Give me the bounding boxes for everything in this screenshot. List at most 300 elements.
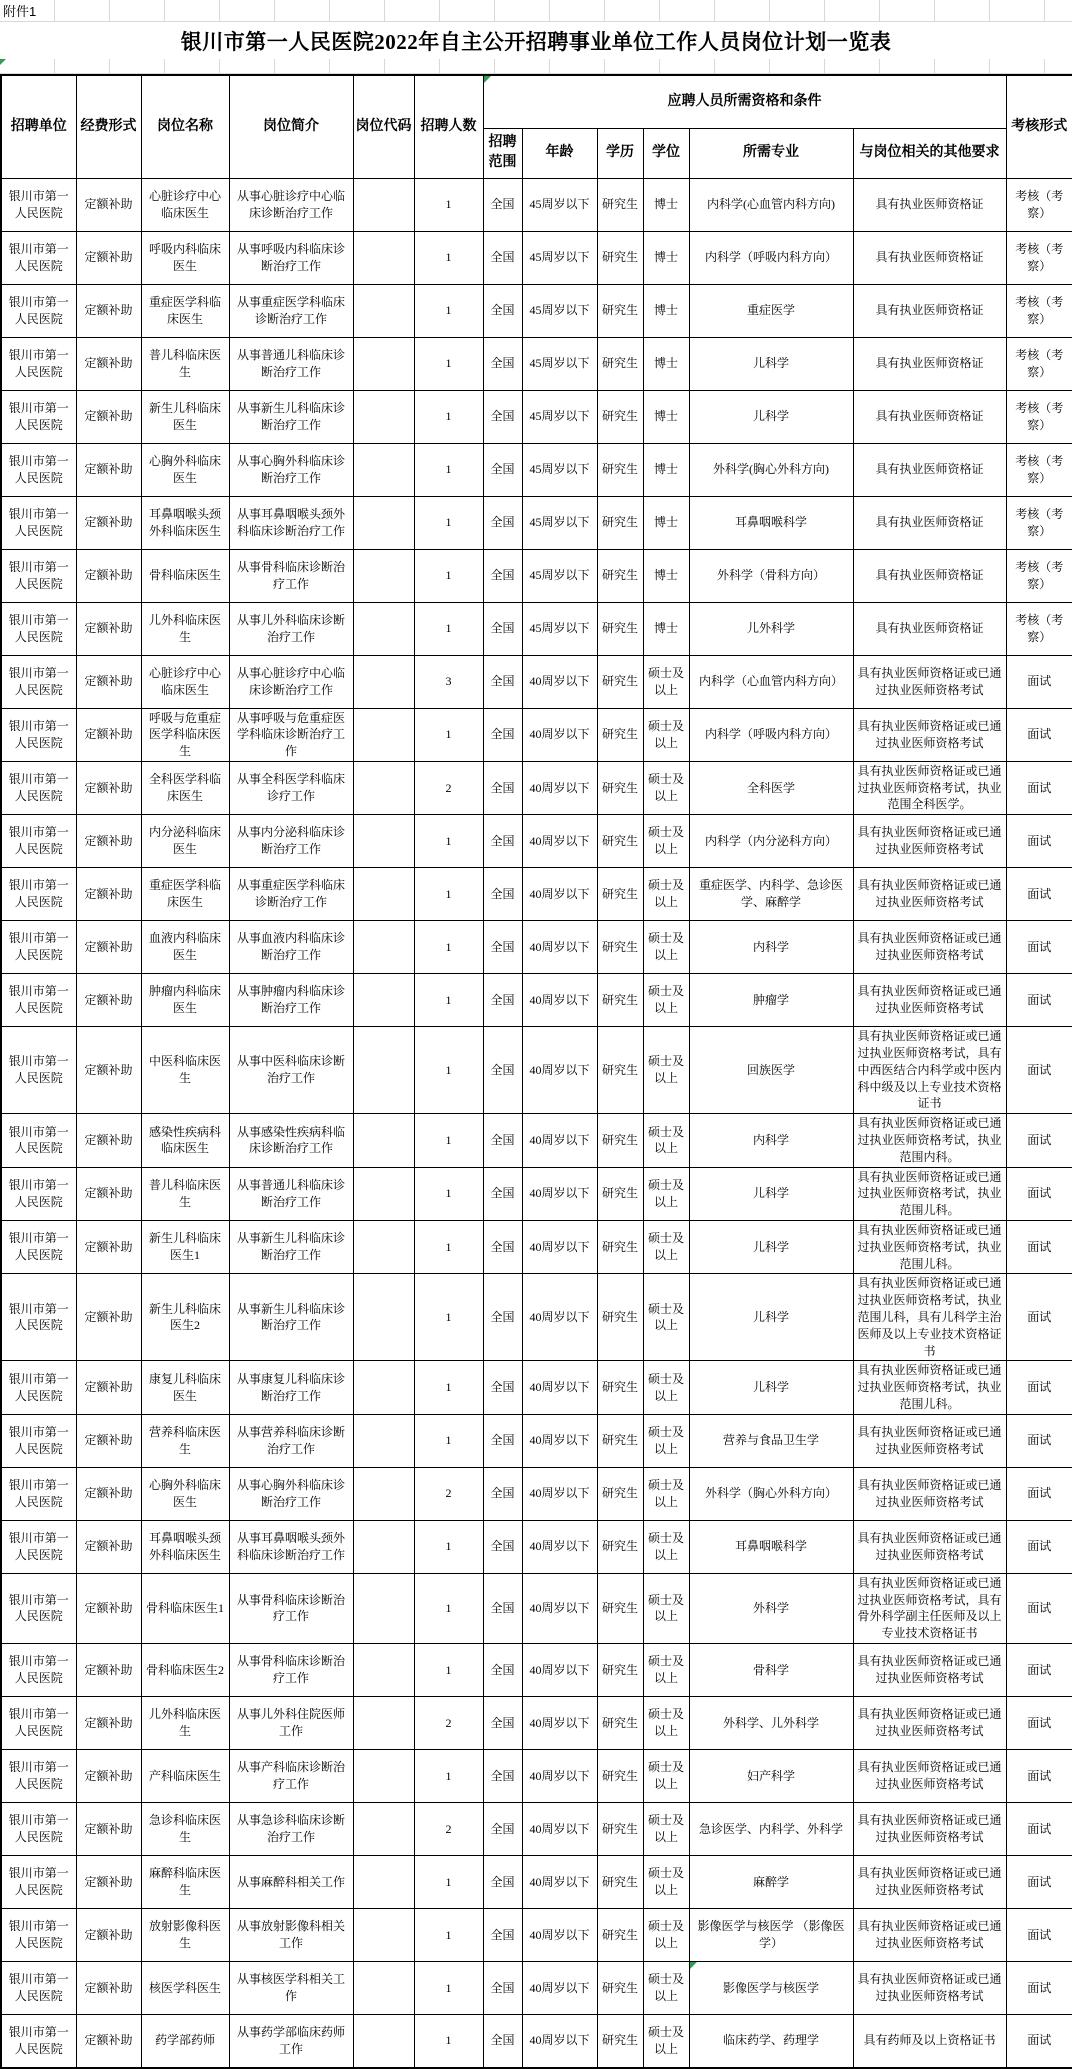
assessment-cell: 考核（考察） bbox=[1006, 178, 1072, 231]
post-code-cell bbox=[353, 284, 414, 337]
table-row bbox=[1, 974, 1072, 1027]
age-cell: 40周岁以下 bbox=[522, 1962, 597, 2015]
table-row bbox=[1, 443, 1072, 496]
count-cell: 1 bbox=[414, 1962, 483, 2015]
scope-cell: 全国 bbox=[483, 390, 522, 443]
scope-cell: 全国 bbox=[483, 284, 522, 337]
post-code-cell bbox=[353, 1414, 414, 1467]
post-code-cell bbox=[353, 1361, 414, 1414]
age-cell: 45周岁以下 bbox=[522, 443, 597, 496]
post-code-cell bbox=[353, 1167, 414, 1220]
post-desc-cell: 从事耳鼻咽喉头颈外科临床诊断治疗工作 bbox=[229, 496, 353, 549]
count-cell: 1 bbox=[414, 390, 483, 443]
post-name-cell: 骨科临床医生 bbox=[141, 549, 229, 602]
scope-cell: 全国 bbox=[483, 1909, 522, 1962]
post-code-cell bbox=[353, 868, 414, 921]
assessment-cell: 面试 bbox=[1006, 868, 1072, 921]
other-requirements-cell: 具有执业医师资格证 bbox=[853, 496, 1006, 549]
funding-cell: 定额补助 bbox=[76, 337, 141, 390]
post-name-cell: 儿外科临床医生 bbox=[141, 1697, 229, 1750]
age-cell: 40周岁以下 bbox=[522, 1361, 597, 1414]
count-cell: 2 bbox=[414, 761, 483, 814]
unit-cell: 银川市第一人民医院 bbox=[1, 974, 76, 1027]
scope-cell: 全国 bbox=[483, 1361, 522, 1414]
degree-cell: 硕士及以上 bbox=[643, 815, 689, 868]
funding-cell: 定额补助 bbox=[76, 1221, 141, 1274]
table-row bbox=[1, 868, 1072, 921]
major-cell: 影像医学与核医学 （影像医学） bbox=[689, 1909, 853, 1962]
table-row bbox=[1, 655, 1072, 708]
other-requirements-header: 与岗位相关的其他要求 bbox=[853, 128, 1006, 178]
education-cell: 研究生 bbox=[597, 1856, 643, 1909]
assessment-cell: 面试 bbox=[1006, 1962, 1072, 2015]
scope-cell: 全国 bbox=[483, 1414, 522, 1467]
other-requirements-cell: 具有执业医师资格证或已通过执业医师资格考试，执业范围儿科。 bbox=[853, 1167, 1006, 1220]
scope-cell: 全国 bbox=[483, 1520, 522, 1573]
scope-cell: 全国 bbox=[483, 337, 522, 390]
table-row bbox=[1, 1167, 1072, 1220]
degree-cell: 硕士及以上 bbox=[643, 1856, 689, 1909]
other-requirements-cell: 具有执业医师资格证或已通过执业医师资格考试 bbox=[853, 1697, 1006, 1750]
post-desc-cell: 从事骨科临床诊断治疗工作 bbox=[229, 549, 353, 602]
other-requirements-cell: 具有执业医师资格证或已通过执业医师资格考试 bbox=[853, 1856, 1006, 1909]
major-cell: 内科学 bbox=[689, 921, 853, 974]
post-code-cell bbox=[353, 231, 414, 284]
degree-cell: 硕士及以上 bbox=[643, 1909, 689, 1962]
age-cell: 40周岁以下 bbox=[522, 974, 597, 1027]
major-cell: 外科学(胸心外科方向) bbox=[689, 443, 853, 496]
age-header: 年龄 bbox=[522, 128, 597, 178]
post-code-cell bbox=[353, 1644, 414, 1697]
count-cell: 1 bbox=[414, 1221, 483, 1274]
scope-cell: 全国 bbox=[483, 1750, 522, 1803]
post-desc-cell: 从事心胸外科临床诊断治疗工作 bbox=[229, 1467, 353, 1520]
post-desc-cell: 从事麻醉科相关工作 bbox=[229, 1856, 353, 1909]
count-cell: 1 bbox=[414, 868, 483, 921]
assessment-cell: 面试 bbox=[1006, 1573, 1072, 1643]
post-desc-cell: 从事新生儿科临床诊断治疗工作 bbox=[229, 1221, 353, 1274]
table-row bbox=[1, 1697, 1072, 1750]
degree-cell: 硕士及以上 bbox=[643, 1644, 689, 1697]
major-cell: 内科学（内分泌科方向） bbox=[689, 815, 853, 868]
scope-cell: 全国 bbox=[483, 1803, 522, 1856]
post-name-cell: 呼吸与危重症医学科临床医生 bbox=[141, 708, 229, 761]
funding-cell: 定额补助 bbox=[76, 1909, 141, 1962]
degree-cell: 硕士及以上 bbox=[643, 1221, 689, 1274]
funding-cell: 定额补助 bbox=[76, 1361, 141, 1414]
other-requirements-cell: 具有执业医师资格证或已通过执业医师资格考试 bbox=[853, 921, 1006, 974]
post-desc-cell: 从事急诊科临床诊断治疗工作 bbox=[229, 1803, 353, 1856]
education-cell: 研究生 bbox=[597, 337, 643, 390]
table-row bbox=[1, 178, 1072, 231]
age-cell: 40周岁以下 bbox=[522, 1909, 597, 1962]
page-title: 银川市第一人民医院2022年自主公开招聘事业单位工作人员岗位计划一览表 bbox=[180, 29, 892, 54]
table-row bbox=[1, 1856, 1072, 1909]
scope-cell: 全国 bbox=[483, 231, 522, 284]
scope-cell: 全国 bbox=[483, 178, 522, 231]
count-cell: 1 bbox=[414, 1909, 483, 1962]
post-code-cell bbox=[353, 178, 414, 231]
post-desc-cell: 从事感染性疾病科临床诊断治疗工作 bbox=[229, 1114, 353, 1167]
count-cell: 2 bbox=[414, 1803, 483, 1856]
education-cell: 研究生 bbox=[597, 390, 643, 443]
degree-cell: 硕士及以上 bbox=[643, 655, 689, 708]
other-requirements-cell: 具有执业医师资格证 bbox=[853, 390, 1006, 443]
assessment-cell: 面试 bbox=[1006, 1414, 1072, 1467]
table-row bbox=[1, 1962, 1072, 2015]
education-cell: 研究生 bbox=[597, 2015, 643, 2068]
funding-cell: 定额补助 bbox=[76, 443, 141, 496]
post-desc-cell: 从事骨科临床诊断治疗工作 bbox=[229, 1644, 353, 1697]
assessment-cell: 面试 bbox=[1006, 1803, 1072, 1856]
age-cell: 40周岁以下 bbox=[522, 1221, 597, 1274]
post-desc-cell: 从事内分泌科临床诊断治疗工作 bbox=[229, 815, 353, 868]
post-desc-cell: 从事儿外科住院医师工作 bbox=[229, 1697, 353, 1750]
education-cell: 研究生 bbox=[597, 1520, 643, 1573]
unit-cell: 银川市第一人民医院 bbox=[1, 655, 76, 708]
age-cell: 40周岁以下 bbox=[522, 1856, 597, 1909]
degree-cell: 硕士及以上 bbox=[643, 1962, 689, 2015]
other-requirements-cell: 具有执业医师资格证或已通过执业医师资格考试 bbox=[853, 1962, 1006, 2015]
post-desc-cell: 从事新生儿科临床诊断治疗工作 bbox=[229, 390, 353, 443]
count-cell: 1 bbox=[414, 1167, 483, 1220]
assessment-cell: 面试 bbox=[1006, 1274, 1072, 1361]
count-cell: 1 bbox=[414, 974, 483, 1027]
assessment-cell: 考核（考察） bbox=[1006, 496, 1072, 549]
unit-cell: 银川市第一人民医院 bbox=[1, 1520, 76, 1573]
assessment-cell: 面试 bbox=[1006, 1909, 1072, 1962]
post-name-cell: 心脏诊疗中心临床医生 bbox=[141, 178, 229, 231]
table-row bbox=[1, 2015, 1072, 2068]
other-requirements-cell: 具有执业医师资格证或已通过执业医师资格考试 bbox=[853, 1414, 1006, 1467]
unit-cell: 银川市第一人民医院 bbox=[1, 868, 76, 921]
post-desc-cell: 从事新生儿科临床诊断治疗工作 bbox=[229, 1274, 353, 1361]
post-desc-cell: 从事儿外科临床诊断治疗工作 bbox=[229, 602, 353, 655]
education-cell: 研究生 bbox=[597, 1644, 643, 1697]
post-code-cell bbox=[353, 1114, 414, 1167]
post-desc-cell: 从事肿瘤内科临床诊断治疗工作 bbox=[229, 974, 353, 1027]
post-desc-cell: 从事全科医学科临床诊疗工作 bbox=[229, 761, 353, 814]
major-cell: 儿科学 bbox=[689, 1361, 853, 1414]
count-cell: 1 bbox=[414, 815, 483, 868]
scope-header: 招聘范围 bbox=[483, 128, 522, 178]
post-name-cell: 产科临床医生 bbox=[141, 1750, 229, 1803]
education-cell: 研究生 bbox=[597, 1167, 643, 1220]
degree-header: 学位 bbox=[643, 128, 689, 178]
funding-cell: 定额补助 bbox=[76, 921, 141, 974]
post-desc-cell: 从事呼吸内科临床诊断治疗工作 bbox=[229, 231, 353, 284]
age-cell: 45周岁以下 bbox=[522, 178, 597, 231]
post-code-cell bbox=[353, 1221, 414, 1274]
unit-cell: 银川市第一人民医院 bbox=[1, 1573, 76, 1643]
post-code-cell bbox=[353, 443, 414, 496]
scope-cell: 全国 bbox=[483, 1697, 522, 1750]
other-requirements-cell: 具有执业医师资格证或已通过执业医师资格考试 bbox=[853, 868, 1006, 921]
scope-cell: 全国 bbox=[483, 1114, 522, 1167]
degree-cell: 博士 bbox=[643, 284, 689, 337]
major-header: 所需专业 bbox=[689, 128, 853, 178]
title-row bbox=[0, 22, 1072, 59]
assessment-cell: 面试 bbox=[1006, 1167, 1072, 1220]
education-cell: 研究生 bbox=[597, 974, 643, 1027]
education-cell: 研究生 bbox=[597, 1962, 643, 2015]
post-code-cell bbox=[353, 1573, 414, 1643]
degree-cell: 硕士及以上 bbox=[643, 1573, 689, 1643]
assessment-cell: 考核（考察） bbox=[1006, 231, 1072, 284]
major-cell: 外科学 bbox=[689, 1573, 853, 1643]
count-cell: 1 bbox=[414, 496, 483, 549]
degree-cell: 硕士及以上 bbox=[643, 1361, 689, 1414]
age-cell: 45周岁以下 bbox=[522, 337, 597, 390]
scope-cell: 全国 bbox=[483, 602, 522, 655]
major-cell: 儿科学 bbox=[689, 1167, 853, 1220]
age-cell: 40周岁以下 bbox=[522, 1644, 597, 1697]
age-cell: 40周岁以下 bbox=[522, 708, 597, 761]
post-code-cell bbox=[353, 2015, 414, 2068]
attachment-label: 附件1 bbox=[0, 0, 36, 21]
education-cell: 研究生 bbox=[597, 761, 643, 814]
assessment-cell: 考核（考察） bbox=[1006, 443, 1072, 496]
table-row bbox=[1, 1803, 1072, 1856]
post-code-cell bbox=[353, 655, 414, 708]
post-name-cell: 新生儿科临床医生2 bbox=[141, 1274, 229, 1361]
unit-cell: 银川市第一人民医院 bbox=[1, 284, 76, 337]
post-desc-cell: 从事产科临床诊断治疗工作 bbox=[229, 1750, 353, 1803]
major-cell: 急诊医学、内科学、外科学 bbox=[689, 1803, 853, 1856]
age-cell: 45周岁以下 bbox=[522, 549, 597, 602]
table-row bbox=[1, 708, 1072, 761]
table-row bbox=[1, 1221, 1072, 1274]
age-cell: 40周岁以下 bbox=[522, 868, 597, 921]
scope-cell: 全国 bbox=[483, 815, 522, 868]
unit-cell: 银川市第一人民医院 bbox=[1, 761, 76, 814]
education-cell: 研究生 bbox=[597, 868, 643, 921]
age-cell: 40周岁以下 bbox=[522, 1167, 597, 1220]
funding-cell: 定额补助 bbox=[76, 1803, 141, 1856]
unit-cell: 银川市第一人民医院 bbox=[1, 231, 76, 284]
major-cell: 临床药学、药理学 bbox=[689, 2015, 853, 2068]
unit-cell: 银川市第一人民医院 bbox=[1, 1221, 76, 1274]
table-body bbox=[1, 178, 1072, 2068]
post-code-cell bbox=[353, 337, 414, 390]
post-code-cell bbox=[353, 1962, 414, 2015]
unit-cell: 银川市第一人民医院 bbox=[1, 1697, 76, 1750]
degree-cell: 硕士及以上 bbox=[643, 708, 689, 761]
scope-cell: 全国 bbox=[483, 1467, 522, 1520]
funding-cell: 定额补助 bbox=[76, 549, 141, 602]
other-requirements-cell: 具有执业医师资格证 bbox=[853, 231, 1006, 284]
age-cell: 40周岁以下 bbox=[522, 1027, 597, 1114]
major-cell: 外科学（骨科方向） bbox=[689, 549, 853, 602]
major-cell: 耳鼻咽喉科学 bbox=[689, 1520, 853, 1573]
post-desc-cell: 从事心脏诊疗中心临床诊断治疗工作 bbox=[229, 655, 353, 708]
post-name-cell: 急诊科临床医生 bbox=[141, 1803, 229, 1856]
education-cell: 研究生 bbox=[597, 231, 643, 284]
unit-cell: 银川市第一人民医院 bbox=[1, 2015, 76, 2068]
major-cell: 内科学（呼吸内科方向） bbox=[689, 231, 853, 284]
degree-cell: 博士 bbox=[643, 602, 689, 655]
unit-cell: 银川市第一人民医院 bbox=[1, 815, 76, 868]
education-cell: 研究生 bbox=[597, 443, 643, 496]
post-code-cell bbox=[353, 815, 414, 868]
post-code-cell bbox=[353, 1803, 414, 1856]
table-row bbox=[1, 1467, 1072, 1520]
post-code-cell bbox=[353, 602, 414, 655]
funding-cell: 定额补助 bbox=[76, 1697, 141, 1750]
age-cell: 40周岁以下 bbox=[522, 1750, 597, 1803]
post-desc-cell: 从事药学部临床药师工作 bbox=[229, 2015, 353, 2068]
assessment-cell: 面试 bbox=[1006, 1644, 1072, 1697]
unit-cell: 银川市第一人民医院 bbox=[1, 602, 76, 655]
assessment-cell: 面试 bbox=[1006, 1114, 1072, 1167]
degree-cell: 硕士及以上 bbox=[643, 1114, 689, 1167]
assessment-header: 考核形式 bbox=[1006, 75, 1072, 178]
major-cell: 全科医学 bbox=[689, 761, 853, 814]
education-cell: 研究生 bbox=[597, 1274, 643, 1361]
funding-cell: 定额补助 bbox=[76, 1520, 141, 1573]
count-cell: 1 bbox=[414, 443, 483, 496]
post-name-cell: 心脏诊疗中心临床医生 bbox=[141, 655, 229, 708]
post-name-cell: 重症医学科临床医生 bbox=[141, 868, 229, 921]
table-row bbox=[1, 284, 1072, 337]
table-row bbox=[1, 549, 1072, 602]
table-row bbox=[1, 1520, 1072, 1573]
count-cell: 1 bbox=[414, 1414, 483, 1467]
table-row bbox=[1, 1909, 1072, 1962]
post-desc-header: 岗位简介 bbox=[229, 75, 353, 178]
scope-cell: 全国 bbox=[483, 1274, 522, 1361]
unit-cell: 银川市第一人民医院 bbox=[1, 337, 76, 390]
post-name-cell: 呼吸内科临床医生 bbox=[141, 231, 229, 284]
post-code-cell bbox=[353, 1856, 414, 1909]
major-cell: 重症医学、内科学、急诊医学、麻醉学 bbox=[689, 868, 853, 921]
cell-marker-icon bbox=[0, 59, 6, 65]
funding-cell: 定额补助 bbox=[76, 284, 141, 337]
age-cell: 45周岁以下 bbox=[522, 496, 597, 549]
age-cell: 45周岁以下 bbox=[522, 602, 597, 655]
post-code-cell bbox=[353, 1750, 414, 1803]
major-cell: 儿科学 bbox=[689, 390, 853, 443]
recruitment-plan-table bbox=[0, 74, 1072, 2069]
post-code-cell bbox=[353, 1467, 414, 1520]
post-name-cell: 骨科临床医生1 bbox=[141, 1573, 229, 1643]
post-desc-cell: 从事核医学科相关工作 bbox=[229, 1962, 353, 2015]
table-row bbox=[1, 1750, 1072, 1803]
post-desc-cell: 从事普通儿科临床诊断治疗工作 bbox=[229, 1167, 353, 1220]
major-cell: 肿瘤学 bbox=[689, 974, 853, 1027]
education-header: 学历 bbox=[597, 128, 643, 178]
table-row bbox=[1, 1027, 1072, 1114]
assessment-cell: 面试 bbox=[1006, 1750, 1072, 1803]
assessment-cell: 面试 bbox=[1006, 655, 1072, 708]
major-cell: 儿科学 bbox=[689, 1274, 853, 1361]
post-name-cell: 血液内科临床医生 bbox=[141, 921, 229, 974]
post-desc-cell: 从事放射影像科相关工作 bbox=[229, 1909, 353, 1962]
funding-cell: 定额补助 bbox=[76, 390, 141, 443]
unit-cell: 银川市第一人民医院 bbox=[1, 1962, 76, 2015]
unit-cell: 银川市第一人民医院 bbox=[1, 1803, 76, 1856]
major-cell: 麻醉学 bbox=[689, 1856, 853, 1909]
post-code-cell bbox=[353, 390, 414, 443]
unit-cell: 银川市第一人民医院 bbox=[1, 921, 76, 974]
major-cell: 营养与食品卫生学 bbox=[689, 1414, 853, 1467]
other-requirements-cell: 具有执业医师资格证或已通过执业医师资格考试 bbox=[853, 1909, 1006, 1962]
post-code-cell bbox=[353, 761, 414, 814]
funding-cell: 定额补助 bbox=[76, 2015, 141, 2068]
count-cell: 2 bbox=[414, 1697, 483, 1750]
unit-cell: 银川市第一人民医院 bbox=[1, 1909, 76, 1962]
education-cell: 研究生 bbox=[597, 1909, 643, 1962]
post-name-cell: 重症医学科临床医生 bbox=[141, 284, 229, 337]
funding-cell: 定额补助 bbox=[76, 1027, 141, 1114]
funding-cell: 定额补助 bbox=[76, 602, 141, 655]
assessment-cell: 面试 bbox=[1006, 1027, 1072, 1114]
count-cell: 1 bbox=[414, 1114, 483, 1167]
assessment-cell: 考核（考察） bbox=[1006, 602, 1072, 655]
count-cell: 1 bbox=[414, 231, 483, 284]
count-cell: 1 bbox=[414, 602, 483, 655]
funding-cell: 定额补助 bbox=[76, 708, 141, 761]
post-name-cell: 中医科临床医生 bbox=[141, 1027, 229, 1114]
scope-cell: 全国 bbox=[483, 921, 522, 974]
other-requirements-cell: 具有执业医师资格证或已通过执业医师资格考试 bbox=[853, 1750, 1006, 1803]
major-cell: 外科学、儿外科学 bbox=[689, 1697, 853, 1750]
unit-cell: 银川市第一人民医院 bbox=[1, 390, 76, 443]
table-row bbox=[1, 1414, 1072, 1467]
other-requirements-cell: 具有执业医师资格证或已通过执业医师资格考试，执业范围儿科。 bbox=[853, 1221, 1006, 1274]
funding-cell: 定额补助 bbox=[76, 231, 141, 284]
degree-cell: 硕士及以上 bbox=[643, 1467, 689, 1520]
major-cell: 内科学（心血管内科方向） bbox=[689, 655, 853, 708]
post-code-cell bbox=[353, 1274, 414, 1361]
post-name-cell: 内分泌科临床医生 bbox=[141, 815, 229, 868]
other-requirements-cell: 具有执业医师资格证或已通过执业医师资格考试，具有中西医结合内科学或中医内科中级及以上专业技术资格证书 bbox=[853, 1027, 1006, 1114]
post-name-header: 岗位名称 bbox=[141, 75, 229, 178]
scope-cell: 全国 bbox=[483, 1573, 522, 1643]
post-name-cell: 麻醉科临床医生 bbox=[141, 1856, 229, 1909]
age-cell: 45周岁以下 bbox=[522, 231, 597, 284]
post-name-cell: 康复儿科临床医生 bbox=[141, 1361, 229, 1414]
post-code-cell bbox=[353, 1027, 414, 1114]
post-name-cell: 药学部药师 bbox=[141, 2015, 229, 2068]
funding-cell: 定额补助 bbox=[76, 1114, 141, 1167]
count-cell: 3 bbox=[414, 655, 483, 708]
degree-cell: 硕士及以上 bbox=[643, 1167, 689, 1220]
other-requirements-cell: 具有执业医师资格证或已通过执业医师资格考试 bbox=[853, 655, 1006, 708]
post-name-cell: 新生儿科临床医生1 bbox=[141, 1221, 229, 1274]
age-cell: 40周岁以下 bbox=[522, 1114, 597, 1167]
major-cell: 外科学（胸心外科方向） bbox=[689, 1467, 853, 1520]
table-row bbox=[1, 602, 1072, 655]
degree-cell: 博士 bbox=[643, 337, 689, 390]
funding-header: 经费形式 bbox=[76, 75, 141, 178]
table-row bbox=[1, 1644, 1072, 1697]
count-cell: 1 bbox=[414, 337, 483, 390]
education-cell: 研究生 bbox=[597, 549, 643, 602]
post-name-cell: 新生儿科临床医生 bbox=[141, 390, 229, 443]
unit-cell: 银川市第一人民医院 bbox=[1, 1414, 76, 1467]
funding-cell: 定额补助 bbox=[76, 1414, 141, 1467]
table-row bbox=[1, 1274, 1072, 1361]
degree-cell: 硕士及以上 bbox=[643, 1274, 689, 1361]
post-code-cell bbox=[353, 1520, 414, 1573]
unit-cell: 银川市第一人民医院 bbox=[1, 443, 76, 496]
table-row bbox=[1, 337, 1072, 390]
post-desc-cell: 从事营养科临床诊断治疗工作 bbox=[229, 1414, 353, 1467]
other-requirements-cell: 具有执业医师资格证 bbox=[853, 443, 1006, 496]
degree-cell: 硕士及以上 bbox=[643, 1414, 689, 1467]
education-cell: 研究生 bbox=[597, 1114, 643, 1167]
